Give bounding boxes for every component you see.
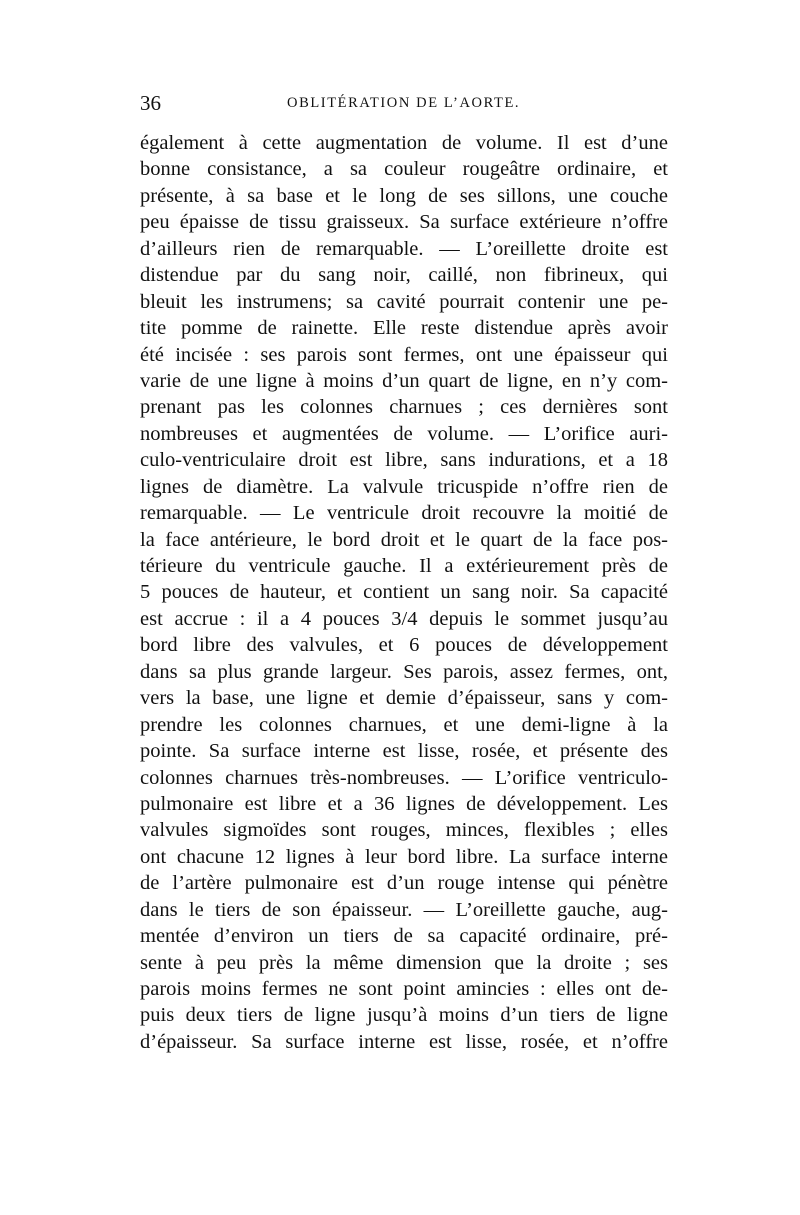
text-line: sente à peu près la même dimension que la droite ; ses bbox=[140, 951, 668, 974]
page-number: 36 bbox=[140, 91, 161, 115]
text-line: la face antérieure, le bord droit et le quart de la face pos- bbox=[140, 528, 668, 551]
text-line: dans sa plus grande largeur. Ses parois, assez fermes, ont, bbox=[140, 660, 668, 683]
text-line: colonnes charnues très-nombreuses. — L’orifice ventriculo- bbox=[140, 766, 668, 789]
text-line: présente, à sa base et le long de ses sillons, une couche bbox=[140, 184, 668, 207]
text-line: puis deux tiers de ligne jusqu’à moins d’un tiers de ligne bbox=[140, 1004, 668, 1027]
text-line: est accrue : il a 4 pouces 3/4 depuis le sommet jusqu’au bbox=[140, 607, 668, 630]
text-line: pointe. Sa surface interne est lisse, rosée, et présente des bbox=[140, 740, 668, 763]
text-line: nombreuses et augmentées de volume. — L’orifice auri- bbox=[140, 422, 668, 445]
text-line: valvules sigmoïdes sont rouges, minces, flexibles ; elles bbox=[140, 819, 668, 842]
text-line: été incisée : ses parois sont fermes, ont une épaisseur qui bbox=[140, 343, 668, 366]
text-line: parois moins fermes ne sont point amincies : elles ont de- bbox=[140, 978, 668, 1000]
text-line: varie de une ligne à moins d’un quart de ligne, en n’y com- bbox=[140, 369, 668, 392]
text-line: distendue par du sang noir, caillé, non fibrineux, qui bbox=[140, 264, 668, 287]
text-line: ont chacune 12 lignes à leur bord libre. La surface interne bbox=[140, 845, 668, 868]
text-line: bonne consistance, a sa couleur rougeâtre ordinaire, et bbox=[140, 158, 668, 181]
text-line: d’épaisseur. Sa surface interne est lisse, rosée, et n’offre bbox=[140, 1030, 668, 1053]
text-line: remarquable. — Le ventricule droit recouvre la moitié de bbox=[140, 502, 668, 525]
text-line: prendre les colonnes charnues, et une demi-ligne à la bbox=[140, 713, 668, 736]
text-line: lignes de diamètre. La valvule tricuspide n’offre rien de bbox=[140, 475, 668, 498]
text-line: culo-ventriculaire droit est libre, sans indurations, et a 18 bbox=[140, 449, 668, 472]
text-line: peu épaisse de tissu graisseux. Sa surface extérieure n’offre bbox=[140, 211, 668, 234]
text-line: pulmonaire est libre et a 36 lignes de développement. Les bbox=[140, 792, 668, 815]
text-line: tite pomme de rainette. Elle reste distendue après avoir bbox=[140, 317, 668, 340]
text-line: d’ailleurs rien de remarquable. — L’oreillette droite est bbox=[140, 237, 668, 260]
page-header bbox=[140, 91, 668, 121]
text-line: 5 pouces de hauteur, et contient un sang noir. Sa capacité bbox=[140, 581, 668, 604]
running-title: OBLITÉRATION DE L’AORTE. bbox=[287, 95, 521, 111]
text-line: également à cette augmentation de volume. Il est d’une bbox=[140, 132, 668, 154]
text-line: bord libre des valvules, et 6 pouces de développement bbox=[140, 634, 668, 657]
text-line: de l’artère pulmonaire est d’un rouge intense qui pénètre bbox=[140, 872, 668, 895]
text-line: prenant pas les colonnes charnues ; ces dernières sont bbox=[140, 396, 668, 419]
text-line: bleuit les instrumens; sa cavité pourrait contenir une pe- bbox=[140, 290, 668, 313]
text-line: dans le tiers de son épaisseur. — L’oreillette gauche, aug- bbox=[140, 898, 668, 921]
body-text bbox=[140, 130, 668, 1055]
text-line: térieure du ventricule gauche. Il a extérieurement près de bbox=[140, 555, 668, 577]
text-line: vers la base, une ligne et demie d’épaisseur, sans y com- bbox=[140, 687, 668, 710]
text-line: mentée d’environ un tiers de sa capacité ordinaire, pré- bbox=[140, 925, 668, 948]
